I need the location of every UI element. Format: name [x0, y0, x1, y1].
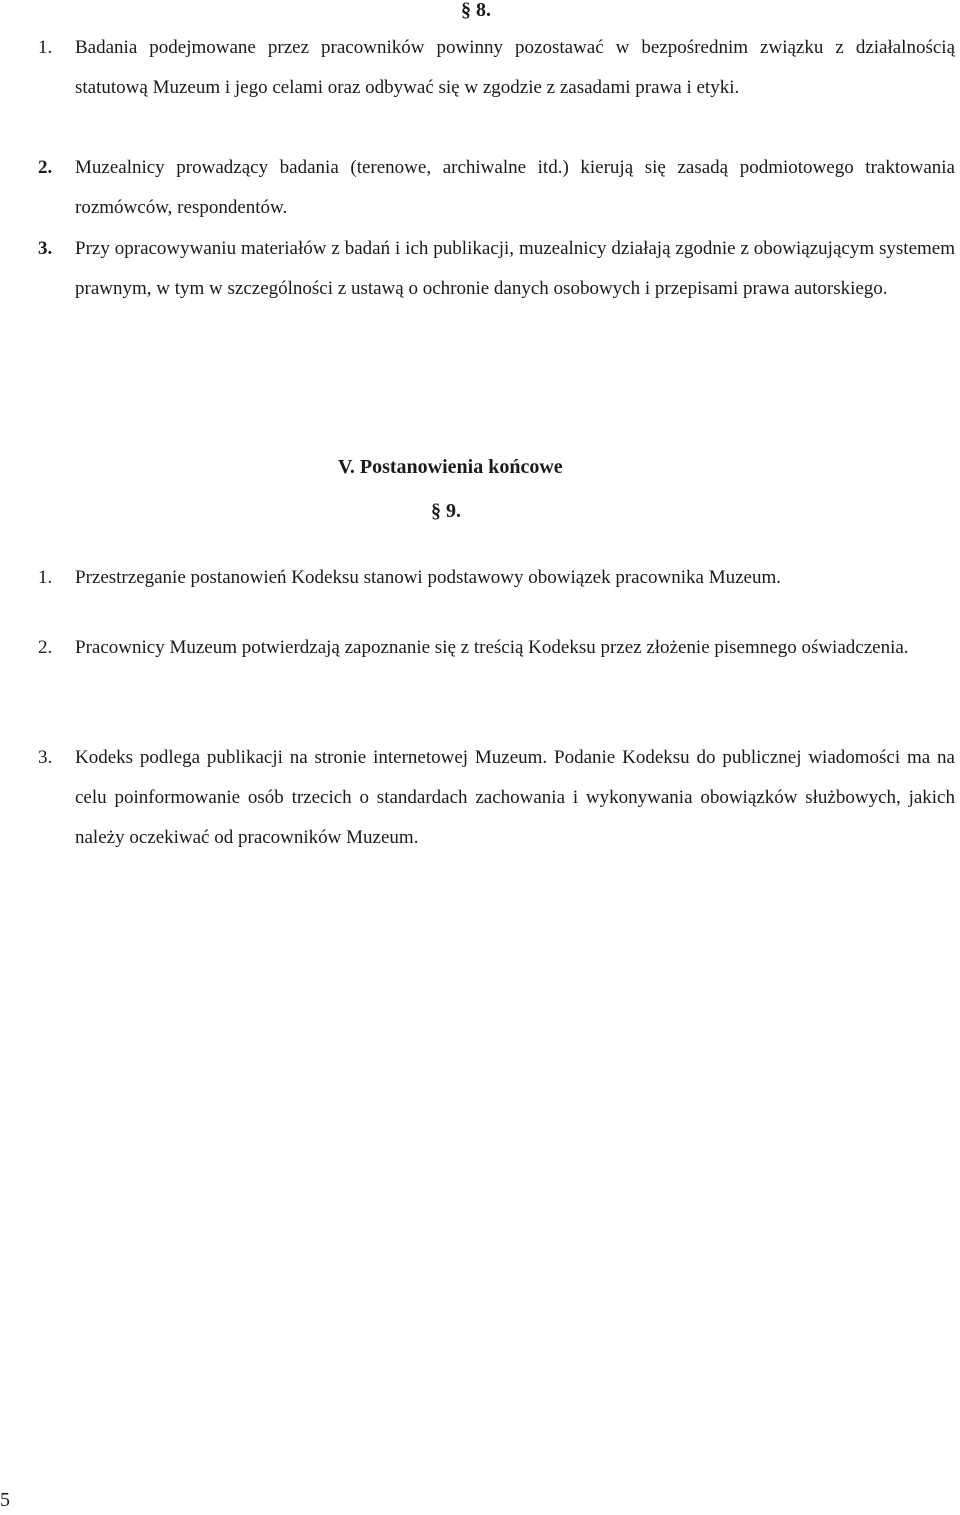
item-text: Przy opracowywaniu materiałów z badań i ich publikacji, muzealnicy działają zgodnie z obowiązującym systemem prawnym, w tym w szczególności z ustawą o ochronie danych osobowych i przepisami prawa autorskiego. — [75, 238, 955, 299]
page-number: 5 — [0, 1489, 10, 1511]
item-text: Kodeks podlega publikacji na stronie internetowej Muzeum. Podanie Kodeksu do publicznej wiadomości ma na celu poinformowanie osób trzecich o standardach zachowania i wykonywania obowiązków służbowych, jakich należy oczekiwać od pracowników Muzeum. — [75, 747, 955, 848]
item-text: Pracownicy Muzeum potwierdzają zapoznanie się z treścią Kodeksu przez złożenie pisemnego oświadczenia. — [75, 637, 909, 658]
section-8-mark: § 8. — [461, 0, 491, 21]
item-number: 2. — [38, 157, 53, 178]
item-number: 1. — [38, 567, 53, 588]
item-number: 1. — [38, 37, 53, 58]
item-number: 2. — [38, 637, 53, 658]
item-text: Muzealnicy prowadzący badania (terenowe, archiwalne itd.) kierują się zasadą podmiotowego traktowania rozmówców, respondentów. — [75, 157, 955, 218]
chapter-title: V. Postanowienia końcowe — [338, 456, 563, 478]
section-9-mark: § 9. — [431, 500, 461, 522]
item-text: Badania podejmowane przez pracowników powinny pozostawać w bezpośrednim związku z działalnością statutową Muzeum i jego celami oraz odbywać się w zgodzie z zasadami prawa i etyki. — [75, 37, 955, 98]
item-number: 3. — [38, 747, 53, 768]
item-text: Przestrzeganie postanowień Kodeksu stanowi podstawowy obowiązek pracownika Muzeum. — [75, 567, 781, 588]
item-number: 3. — [38, 238, 53, 259]
